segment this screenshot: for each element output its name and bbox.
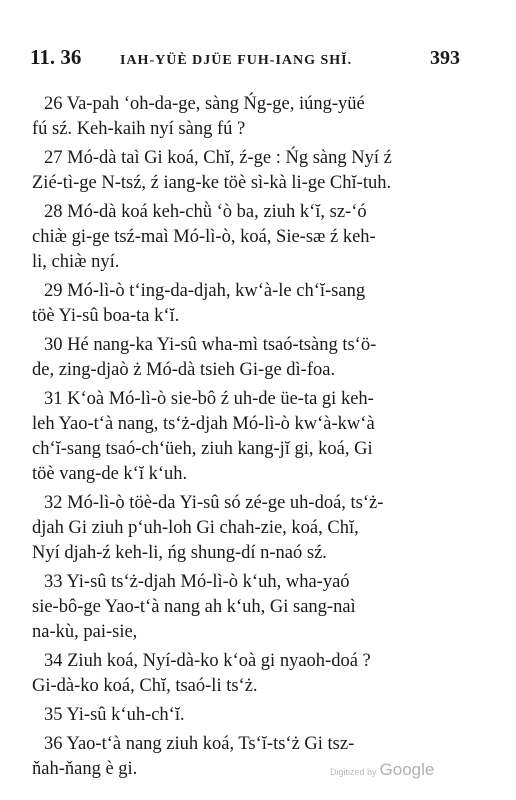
verse-line: fú sź. Keh-kaih nyí sàng fú ?: [32, 119, 246, 139]
verse-paragraph: [32, 387, 460, 487]
verse-line: 28 Mó-dà koá keh-chǜ ‘ò ba, ziuh k‘ĭ, sz-‘ó: [44, 202, 367, 222]
verse-line: töè Yi-sû boa-ta k‘ĭ.: [32, 306, 180, 326]
verse-line: 30 Hé nang-ka Yi-sû wha-mì tsaó-tsàng ts‘ö-: [44, 335, 377, 355]
digitized-watermark: [330, 760, 434, 780]
chapter-verse-ref: 11. 36: [30, 45, 82, 69]
verse-paragraph: [32, 703, 460, 728]
verse-line: na-kù, pai-sie,: [32, 622, 138, 642]
verse-line: 32 Mó-lì-ò töè-da Yi-sû só zé-ge uh-doá, ts‘ż-: [44, 493, 384, 513]
verse-line: 26 Va-pah ‘oh-da-ge, sàng Ńg-ge, iúng-yüé: [44, 94, 365, 114]
watermark-caption: Digitized by: [330, 767, 377, 777]
verse-paragraph: [32, 570, 460, 645]
verse-paragraph: [32, 200, 460, 275]
verse-line: Gi-dà-ko koá, Chĭ, tsaó-li ts‘ż.: [32, 676, 258, 696]
running-title: IAH-YÜÈ DJÜE FUH-IANG SHĬ.: [120, 53, 353, 68]
verse-line: 36 Yao-t‘à nang ziuh koá, Ts‘ĭ-ts‘ż Gi tsz-: [44, 734, 355, 754]
verse-line: 33 Yi-sû ts‘ż-djah Mó-lì-ò k‘uh, wha-yaó: [44, 572, 350, 592]
verse-line: 31 K‘oà Mó-lì-ò sie-bô ź uh-de üe-ta gi keh-: [44, 389, 374, 409]
verse-paragraph: [32, 146, 460, 196]
verse-paragraph: [32, 92, 460, 142]
running-header: [30, 45, 460, 73]
verse-line: sie-bô-ge Yao-t‘à nang ah k‘uh, Gi sang-naì: [32, 597, 356, 617]
verse-line: Zié-tì-ge N-tsź, ź iang-ke töè sì-kà li-ge Chĭ-tuh.: [32, 173, 392, 193]
verse-line: djah Gi ziuh p‘uh-loh Gi chah-zie, koá, Chĭ,: [32, 518, 359, 538]
verse-line: leh Yao-t‘à nang, ts‘ż-djah Mó-lì-ò kw‘à-kw‘à: [32, 414, 375, 434]
google-logo: Google: [379, 760, 435, 779]
verse-line: 27 Mó-dà taì Gi koá, Chĭ, ź-ge : Ńg sàng Nyí ź: [44, 148, 392, 168]
verse-line: Nyí djah-ź keh-li, ńg shung-dí n-naó sź.: [32, 543, 327, 563]
verse-paragraph: [32, 279, 460, 329]
verse-line: ch‘ĭ-sang tsaó-ch‘üeh, ziuh kang-jĭ gi, koá, Gi: [32, 439, 373, 459]
verse-line: töè vang-de k‘ĭ k‘uh.: [32, 464, 188, 484]
verse-line: 34 Ziuh koá, Nyí-dà-ko k‘oà gi nyaoh-doá ?: [44, 651, 371, 671]
verse-paragraph: [32, 491, 460, 566]
verse-line: ňah-ňang è gi.: [32, 759, 138, 779]
verse-line: de, zing-djaò ż Mó-dà tsieh Gi-ge dì-foa.: [32, 360, 336, 380]
verse-paragraph: [32, 649, 460, 699]
verse-paragraph: [32, 333, 460, 383]
verse-list: [32, 92, 460, 786]
page-number: 393: [430, 47, 460, 69]
verse-line: li, chiæ̀ nyí.: [32, 252, 120, 272]
verse-line: chiæ̀ gi-ge tsź-maì Mó-lì-ò, koá, Sie-sæ ź keh-: [32, 227, 376, 247]
verse-line: 35 Yi-sû k‘uh-ch‘ĭ.: [44, 705, 185, 725]
verse-line: 29 Mó-lì-ò t‘ing-da-djah, kw‘à-le ch‘ĭ-sang: [44, 281, 366, 301]
